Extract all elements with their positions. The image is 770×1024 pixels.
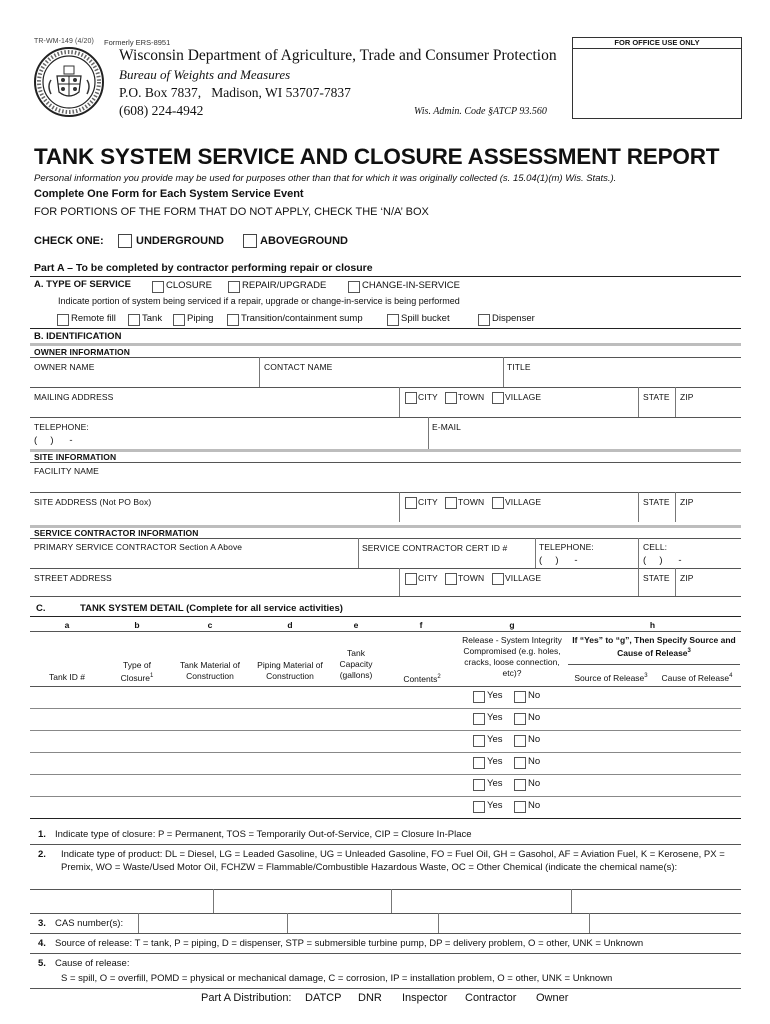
cert-id-label: SERVICE CONTRACTOR CERT ID # (362, 543, 508, 553)
distribution-datcp: DATCP (305, 992, 342, 1004)
table-row[interactable] (30, 708, 741, 731)
contractor-city-label: CITY (418, 573, 438, 583)
yes-label: Yes (487, 734, 503, 745)
site-village-checkbox[interactable] (492, 497, 504, 509)
site-info-heading: SITE INFORMATION (34, 452, 117, 462)
table-row[interactable] (30, 752, 741, 775)
col-letter-e: e (353, 620, 359, 630)
contractor-info-heading: SERVICE CONTRACTOR INFORMATION (34, 528, 199, 538)
type-of-service-label: A. TYPE OF SERVICE (34, 279, 131, 290)
state-seal-logo (33, 46, 105, 118)
cause-release-header: Cause of Release$^4$ (661, 672, 733, 683)
dispenser-checkbox[interactable] (478, 314, 490, 326)
piping-material-header: Piping Material of Construction (257, 660, 323, 681)
col-letter-d: d (287, 620, 293, 630)
indicate-portion-note: Indicate portion of system being serviced if a repair, upgrade or change-in-service is being performed (58, 296, 460, 306)
contractor-village-label: VILLAGE (505, 573, 542, 583)
contact-name-label: CONTACT NAME (264, 362, 333, 372)
note-4-number: 4. (38, 938, 46, 949)
agency-name: Wisconsin Department of Agriculture, Trade and Consumer Protection (119, 47, 557, 64)
telephone-label: TELEPHONE: (34, 422, 89, 432)
table-row[interactable] (30, 730, 741, 753)
site-city-label: CITY (418, 497, 438, 507)
aboveground-checkbox[interactable] (243, 234, 257, 248)
yes-checkbox[interactable] (473, 691, 485, 703)
mailing-city-checkbox[interactable] (405, 392, 417, 404)
no-label: No (528, 734, 541, 745)
repair-upgrade-label: REPAIR/UPGRADE (242, 280, 327, 291)
note-1-number: 1. (38, 829, 46, 840)
no-label: No (528, 778, 541, 789)
mailing-town-checkbox[interactable] (445, 392, 457, 404)
table-row[interactable] (30, 774, 741, 797)
office-use-label: FOR OFFICE USE ONLY (573, 38, 741, 49)
repair-upgrade-checkbox[interactable] (228, 281, 240, 293)
note-3-cas-label: CAS number(s): (55, 918, 124, 929)
note-5-number: 5. (38, 958, 46, 969)
no-label: No (528, 690, 541, 701)
title-label: TITLE (507, 362, 531, 372)
no-checkbox[interactable] (514, 735, 526, 747)
closure-checkbox[interactable] (152, 281, 164, 293)
col-letter-f: f (419, 620, 423, 630)
col-letter-c: c (207, 620, 213, 630)
remote-fill-label: Remote fill (71, 313, 116, 324)
yes-label: Yes (487, 756, 503, 767)
bureau-name: Bureau of Weights and Measures (119, 67, 291, 82)
telephone-format[interactable]: ( ) - (34, 435, 73, 446)
change-in-service-label: CHANGE-IN-SERVICE (362, 280, 461, 291)
contractor-city-checkbox[interactable] (405, 573, 417, 585)
no-checkbox[interactable] (514, 779, 526, 791)
section-c-heading: TANK SYSTEM DETAIL (Complete for all service activities) (80, 603, 343, 614)
agency-address: P.O. Box 7837, Madison, WI 53707-7837 (119, 85, 351, 100)
section-c-letter: C. (36, 603, 46, 614)
mailing-state-label: STATE (643, 392, 670, 402)
contractor-town-checkbox[interactable] (445, 573, 457, 585)
source-release-header: Source of Release$^3$ (574, 672, 648, 683)
site-state-label: STATE (643, 497, 670, 507)
mailing-city-label: CITY (418, 392, 438, 402)
yes-label: Yes (487, 800, 503, 811)
yes-checkbox[interactable] (473, 735, 485, 747)
yes-checkbox[interactable] (473, 779, 485, 791)
transition-sump-label: Transition/containment sump (241, 313, 363, 324)
transition-sump-checkbox[interactable] (227, 314, 239, 326)
yes-label: Yes (487, 712, 503, 723)
table-row[interactable] (30, 796, 741, 819)
form-title: TANK SYSTEM SERVICE AND CLOSURE ASSESSMENT REPORT (34, 144, 720, 169)
table-row[interactable] (30, 686, 741, 709)
contractor-village-checkbox[interactable] (492, 573, 504, 585)
note-5-cause-label: Cause of release: (55, 958, 130, 969)
no-label: No (528, 712, 541, 723)
no-label: No (528, 800, 541, 811)
contractor-telephone-format[interactable]: ( ) - (539, 555, 578, 566)
piping-checkbox[interactable] (173, 314, 185, 326)
cell-format[interactable]: ( ) - (643, 555, 682, 566)
tank-material-header: Tank Material of Construction (180, 660, 240, 681)
site-address-label: SITE ADDRESS (Not PO Box) (34, 497, 152, 507)
tank-label: Tank (142, 313, 163, 324)
distribution-owner: Owner (536, 992, 569, 1004)
owner-name-label: OWNER NAME (34, 362, 95, 372)
col-letter-a: a (64, 620, 70, 630)
no-checkbox[interactable] (514, 691, 526, 703)
underground-checkbox[interactable] (118, 234, 132, 248)
note-5-cause-types: S = spill, O = overfill, POMD = physical or mechanical damage, C = corrosion, IP = installation problem, O = other, UNK = Unknown (61, 973, 613, 984)
note-2-product-types: Indicate type of product: DL = Diesel, LG = Leaded Gasoline, UG = Unleaded Gasoline, FO = Fuel Oil, GH = Gasohol, AF = Aviation Fuel, K = Kerosene, PX = Premix, WO = Waste/Used Motor Oil, FCHZW = Flammable/Combustible Hazardous Waste, OC = Other Chemical (indicate the chemical name(s): (61, 849, 725, 873)
admin-code: Wis. Admin. Code §ATCP 93.560 (414, 106, 547, 117)
tank-id-header: Tank ID # (49, 672, 85, 682)
privacy-notice: Personal information you provide may be used for purposes other than that for which it was originally collected (s. 15.04(1)(m) Wis. Stats.). (34, 173, 617, 184)
check-one-label: CHECK ONE: (34, 235, 104, 247)
tank-capacity-header: Tank Capacity (gallons) (339, 648, 373, 680)
tank-checkbox[interactable] (128, 314, 140, 326)
underground-label: UNDERGROUND (136, 235, 224, 247)
office-use-box (572, 37, 742, 119)
col-letter-g: g (509, 620, 515, 630)
mailing-village-label: VILLAGE (505, 392, 542, 402)
col-letter-b: b (134, 620, 140, 630)
email-label: E-MAIL (432, 422, 461, 432)
piping-label: Piping (187, 313, 214, 324)
mailing-village-checkbox[interactable] (492, 392, 504, 404)
col-letter-h: h (649, 620, 656, 630)
note-2-number: 2. (38, 849, 46, 860)
site-zip-label: ZIP (680, 497, 694, 507)
contents-header: Contents$^2$ (403, 673, 441, 684)
spill-bucket-checkbox[interactable] (387, 314, 399, 326)
facility-name-label: FACILITY NAME (34, 466, 99, 476)
street-address-label: STREET ADDRESS (34, 573, 112, 583)
one-form-note: Complete One Form for Each System Service Event (34, 188, 304, 200)
yes-label: Yes (487, 778, 503, 789)
form-code: TR-WM-149 (4/20) (34, 38, 94, 45)
owner-info-heading: OWNER INFORMATION (34, 347, 130, 357)
spill-bucket-label: Spill bucket (401, 313, 450, 324)
distribution-label: Part A Distribution: (201, 992, 292, 1004)
note-4-source-types: Source of release: T = tank, P = piping, D = dispenser, STP = submersible turbine pump, DP = delivery problem, O = other, UNK = Unknown (55, 938, 644, 949)
yes-label: Yes (487, 690, 503, 701)
cell-label: CELL: (643, 542, 668, 552)
contractor-town-label: TOWN (458, 573, 485, 583)
contractor-zip-label: ZIP (680, 573, 694, 583)
no-checkbox[interactable] (514, 713, 526, 725)
no-checkbox[interactable] (514, 757, 526, 769)
type-closure-header: Type of Closure$^1$ (120, 660, 154, 683)
contractor-telephone-label: TELEPHONE: (539, 542, 594, 552)
dispenser-label: Dispenser (492, 313, 535, 324)
part-a-heading: Part A – To be completed by contractor performing repair or closure (34, 262, 373, 274)
note-3-number: 3. (38, 918, 46, 929)
mailing-address-label: MAILING ADDRESS (34, 392, 114, 402)
na-instruction: FOR PORTIONS OF THE FORM THAT DO NOT APPLY, CHECK THE ‘N/A’ BOX (34, 206, 429, 218)
tank-detail-rows (30, 686, 741, 818)
identification-heading: B. IDENTIFICATION (34, 331, 122, 342)
distribution-dnr: DNR (358, 992, 382, 1004)
formerly-code: Formerly ERS-8951 (104, 38, 171, 47)
aboveground-label: ABOVEGROUND (260, 235, 349, 247)
site-village-label: VILLAGE (505, 497, 542, 507)
yes-checkbox[interactable] (473, 801, 485, 813)
agency-phone: (608) 224-4942 (119, 103, 204, 118)
change-in-service-checkbox[interactable] (348, 281, 360, 293)
contractor-state-label: STATE (643, 573, 670, 583)
yes-checkbox[interactable] (473, 713, 485, 725)
note-1-closure-types: Indicate type of closure: P = Permanent, TOS = Temporarily Out-of-Service, CIP = Closure In-Place (55, 829, 472, 840)
mailing-town-label: TOWN (458, 392, 485, 402)
site-town-checkbox[interactable] (445, 497, 457, 509)
primary-contractor-label: PRIMARY SERVICE CONTRACTOR Section A Above (34, 542, 243, 552)
no-label: No (528, 756, 541, 767)
yes-checkbox[interactable] (473, 757, 485, 769)
no-checkbox[interactable] (514, 801, 526, 813)
site-city-checkbox[interactable] (405, 497, 417, 509)
mailing-zip-label: ZIP (680, 392, 694, 402)
closure-label: CLOSURE (166, 280, 212, 291)
distribution-contractor: Contractor (465, 992, 517, 1004)
release-integrity-header: Release - System Integrity Compromised (e.g. holes, cracks, loose connection, etc)? (462, 635, 562, 678)
remote-fill-checkbox[interactable] (57, 314, 69, 326)
if-yes-header: If “Yes” to “g”, Then Specify Source and Cause of Release$^3$ (572, 635, 736, 658)
distribution-inspector: Inspector (402, 992, 448, 1004)
site-town-label: TOWN (458, 497, 485, 507)
